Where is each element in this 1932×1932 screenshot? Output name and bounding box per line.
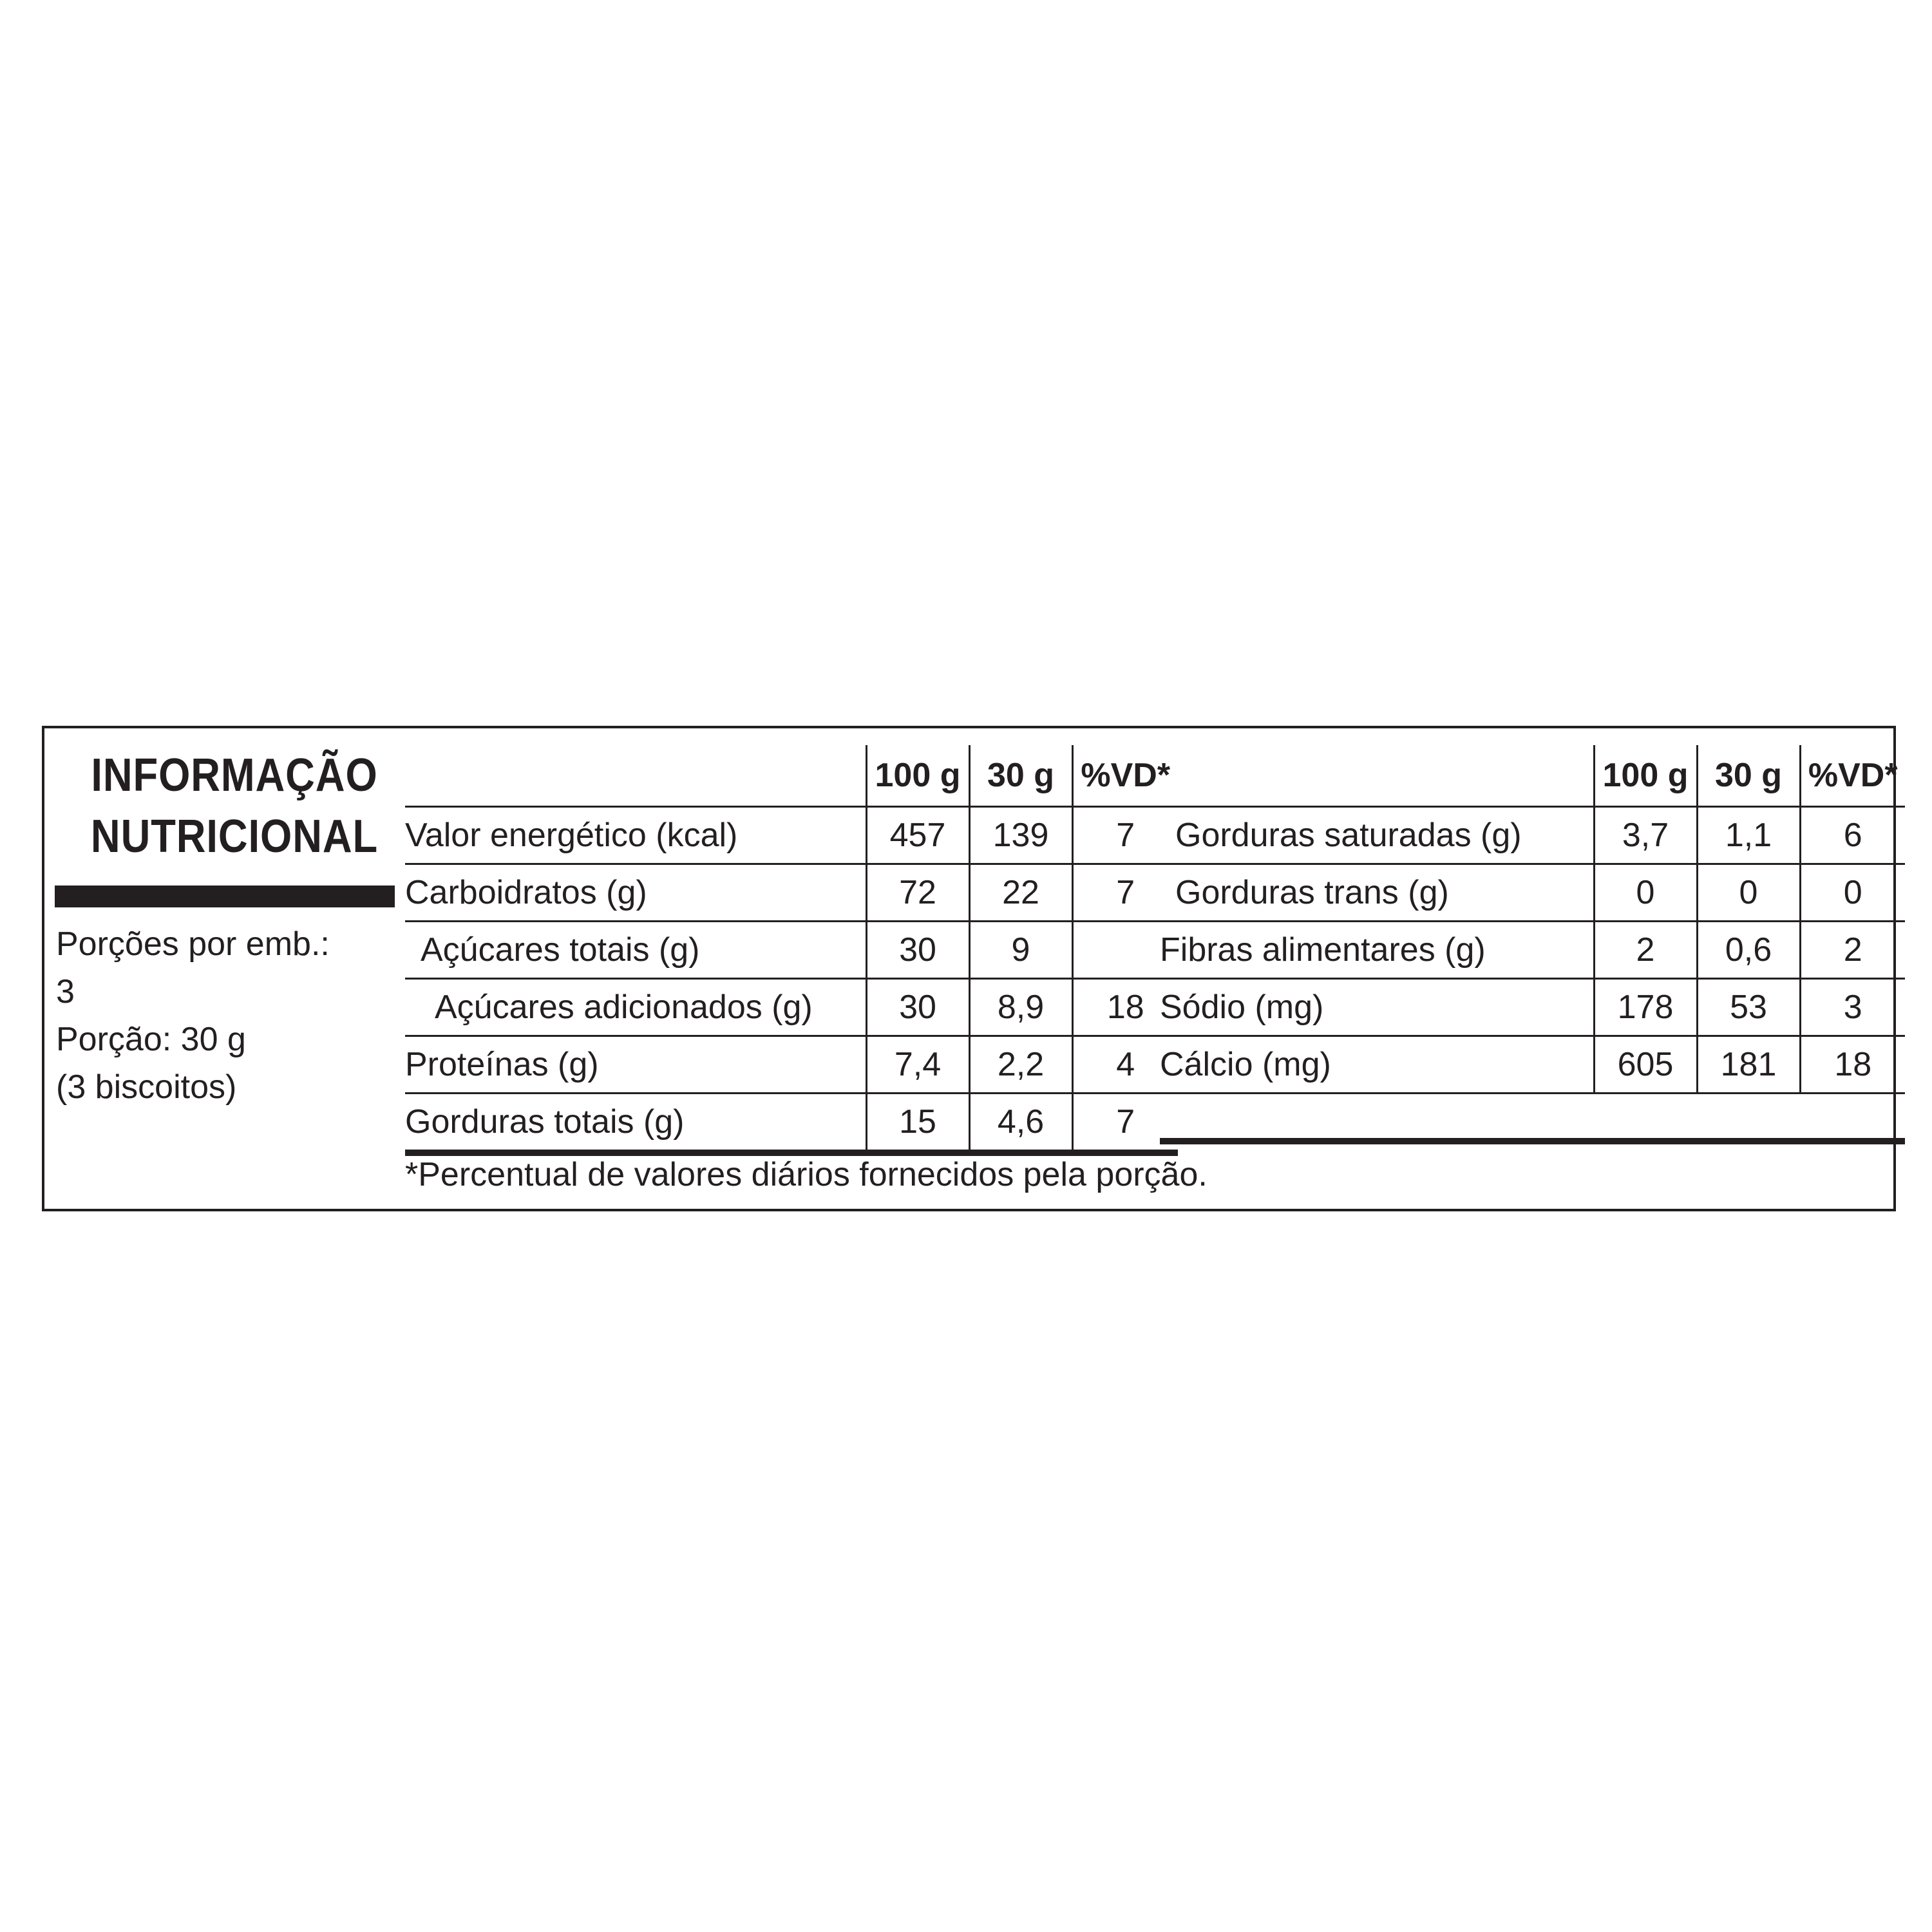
nutrient-name: Proteínas (g): [405, 1036, 866, 1094]
table-row: [405, 922, 1178, 979]
nutrient-vd: 2: [1800, 922, 1905, 979]
nutrient-name: Gorduras totais (g): [405, 1094, 866, 1153]
label-title-line1: INFORMAÇÃO: [91, 750, 378, 801]
nutrient-vd: 18: [1800, 1036, 1905, 1094]
portion-detail: (3 biscoitos): [56, 1068, 237, 1106]
nutrient-per100: 178: [1594, 979, 1697, 1036]
nutrient-name: Açúcares adicionados (g): [405, 979, 866, 1036]
nutrient-per30: 53: [1697, 979, 1800, 1036]
nutrient-name: Gorduras trans (g): [1160, 864, 1594, 922]
servings-per-package-value: 3: [56, 973, 75, 1010]
column-header-vd: %VD*: [1072, 745, 1178, 807]
column-header-100g: 100 g: [866, 745, 969, 807]
column-header-30g: 30 g: [1697, 745, 1800, 807]
table-row: [1160, 922, 1905, 979]
nutrient-per100: 7,4: [866, 1036, 969, 1094]
column-header-30g: 30 g: [969, 745, 1072, 807]
nutrient-per30: 0,6: [1697, 922, 1800, 979]
table-row: [1160, 864, 1905, 922]
nutrient-per100: 457: [866, 807, 969, 864]
nutrient-vd: 0: [1800, 864, 1905, 922]
nutrient-per100: 3,7: [1594, 807, 1697, 864]
nutrient-per100: 15: [866, 1094, 969, 1153]
right-table-bottom-bar: [1160, 1138, 1905, 1144]
table-header-row: [405, 745, 1178, 807]
nutrition-table-left: [405, 745, 1178, 1156]
nutrient-name: Carboidratos (g): [405, 864, 866, 922]
nutrient-vd: 7: [1072, 807, 1178, 864]
table-row: [1160, 1036, 1905, 1094]
table-row: [405, 864, 1178, 922]
title-divider-bar: [55, 886, 395, 907]
nutrient-name: Cálcio (mg): [1160, 1036, 1594, 1094]
nutrient-per30: 22: [969, 864, 1072, 922]
table-header-row: [1160, 745, 1905, 807]
nutrient-per30: 8,9: [969, 979, 1072, 1036]
nutrient-vd: 7: [1072, 864, 1178, 922]
nutrient-per100: 605: [1594, 1036, 1697, 1094]
table-row: [405, 807, 1178, 864]
nutrient-vd: 3: [1800, 979, 1905, 1036]
nutrition-table-right: [1160, 745, 1905, 1094]
column-header-vd: %VD*: [1800, 745, 1905, 807]
servings-per-package-label: Porções por emb.:: [56, 925, 330, 963]
nutrient-vd: 6: [1800, 807, 1905, 864]
nutrient-name: Sódio (mg): [1160, 979, 1594, 1036]
nutrition-facts-label: [42, 726, 1896, 1211]
nutrient-per100: 30: [866, 979, 969, 1036]
label-title-line2: NUTRICIONAL: [90, 811, 379, 862]
table-row: [1160, 979, 1905, 1036]
nutrient-per30: 2,2: [969, 1036, 1072, 1094]
table-row: [405, 1036, 1178, 1094]
nutrient-per100: 72: [866, 864, 969, 922]
nutrient-vd: 18: [1072, 979, 1178, 1036]
nutrient-vd: 4: [1072, 1036, 1178, 1094]
nutrient-name: Açúcares totais (g): [405, 922, 866, 979]
nutrient-name: Fibras alimentares (g): [1160, 922, 1594, 979]
nutrient-per30: 181: [1697, 1036, 1800, 1094]
nutrient-per100: 2: [1594, 922, 1697, 979]
portion-size: Porção: 30 g: [56, 1021, 246, 1058]
nutrient-per100: 30: [866, 922, 969, 979]
footnote: *Percentual de valores diários fornecidos pela porção.: [405, 1156, 1208, 1193]
nutrient-per30: 1,1: [1697, 807, 1800, 864]
nutrient-per30: 0: [1697, 864, 1800, 922]
nutrient-per30: 4,6: [969, 1094, 1072, 1153]
table-row: [405, 979, 1178, 1036]
nutrient-per30: 9: [969, 922, 1072, 979]
table-row: [1160, 807, 1905, 864]
nutrient-vd: 7: [1072, 1094, 1178, 1153]
table-row: [405, 1094, 1178, 1153]
nutrient-per30: 139: [969, 807, 1072, 864]
column-header-100g: 100 g: [1594, 745, 1697, 807]
nutrient-name: Valor energético (kcal): [405, 807, 866, 864]
nutrient-name: Gorduras saturadas (g): [1160, 807, 1594, 864]
nutrient-per100: 0: [1594, 864, 1697, 922]
